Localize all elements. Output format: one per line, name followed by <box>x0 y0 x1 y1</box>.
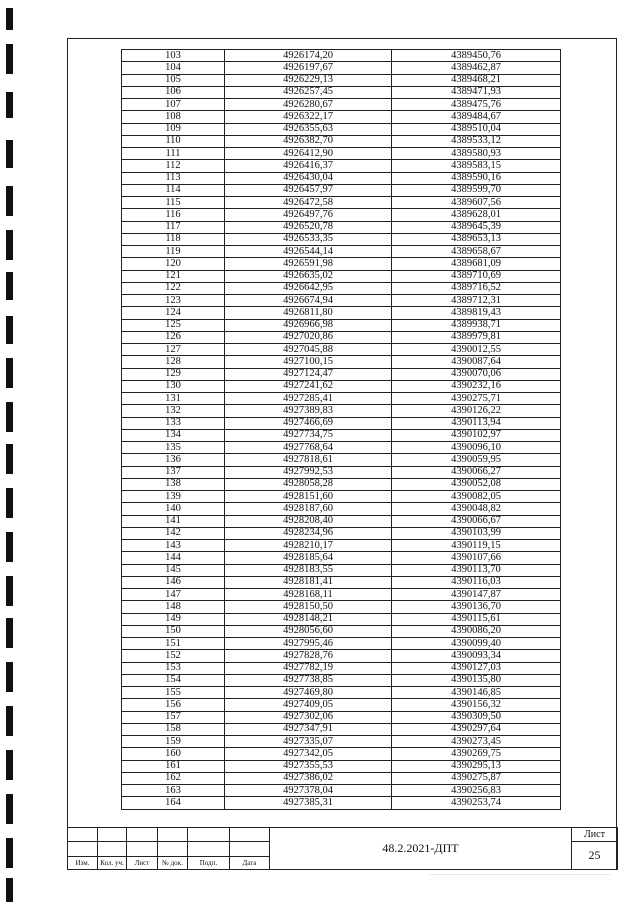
coordinate-y: 4389716,52 <box>392 282 561 294</box>
table-row <box>122 282 561 294</box>
point-number: 116 <box>122 209 225 221</box>
table-row <box>122 405 561 417</box>
binding-mark <box>6 838 13 868</box>
coordinate-x: 4927385,31 <box>225 797 392 809</box>
binding-mark <box>6 186 13 216</box>
coordinate-x: 4926412,90 <box>225 148 392 160</box>
coordinate-y: 4389583,15 <box>392 160 561 172</box>
coordinate-x: 4928181,41 <box>225 576 392 588</box>
coordinate-x: 4928056,60 <box>225 625 392 637</box>
point-number: 134 <box>122 429 225 441</box>
point-number: 152 <box>122 650 225 662</box>
point-number: 142 <box>122 527 225 539</box>
coordinate-y: 4390066,27 <box>392 466 561 478</box>
coordinate-y: 4390256,83 <box>392 785 561 797</box>
point-number: 157 <box>122 711 225 723</box>
point-number: 146 <box>122 576 225 588</box>
coordinate-x: 4928150,50 <box>225 601 392 613</box>
table-row <box>122 62 561 74</box>
coordinate-y: 4389533,12 <box>392 135 561 147</box>
table-row <box>122 723 561 735</box>
coordinate-y: 4390082,05 <box>392 491 561 503</box>
point-number: 137 <box>122 466 225 478</box>
point-number: 161 <box>122 760 225 772</box>
coordinate-y: 4390135,80 <box>392 674 561 686</box>
coordinate-x: 4926472,58 <box>225 197 392 209</box>
coordinate-x: 4926197,67 <box>225 62 392 74</box>
table-row <box>122 74 561 86</box>
coordinate-x: 4926382,70 <box>225 135 392 147</box>
coordinate-x: 4927241,62 <box>225 380 392 392</box>
coordinate-y: 4389590,16 <box>392 172 561 184</box>
coordinate-y: 4389712,31 <box>392 295 561 307</box>
coordinate-y: 4389645,39 <box>392 221 561 233</box>
coordinate-x: 4927992,53 <box>225 466 392 478</box>
point-number: 132 <box>122 405 225 417</box>
table-row <box>122 258 561 270</box>
coordinate-y: 4389468,21 <box>392 74 561 86</box>
coordinate-x: 4926520,78 <box>225 221 392 233</box>
coordinate-y: 4390102,97 <box>392 429 561 441</box>
table-row <box>122 736 561 748</box>
point-number: 149 <box>122 613 225 625</box>
coordinate-y: 4389628,01 <box>392 209 561 221</box>
binding-mark <box>6 532 13 562</box>
binding-mark <box>6 488 13 518</box>
coordinate-y: 4389653,13 <box>392 233 561 245</box>
point-number: 113 <box>122 172 225 184</box>
coordinate-y: 4389599,70 <box>392 184 561 196</box>
coordinate-y: 4390275,71 <box>392 393 561 405</box>
binding-mark <box>6 576 13 606</box>
coordinate-x: 4926966,98 <box>225 319 392 331</box>
point-number: 136 <box>122 454 225 466</box>
table-row <box>122 50 561 62</box>
binding-mark <box>6 794 13 824</box>
coordinate-y: 4389510,04 <box>392 123 561 135</box>
binding-mark <box>6 750 13 780</box>
coordinate-x: 4926257,45 <box>225 86 392 98</box>
table-row <box>122 466 561 478</box>
point-number: 127 <box>122 344 225 356</box>
point-number: 133 <box>122 417 225 429</box>
coordinate-x: 4927995,46 <box>225 638 392 650</box>
point-number: 129 <box>122 368 225 380</box>
table-row <box>122 86 561 98</box>
coordinate-y: 4390103,99 <box>392 527 561 539</box>
coordinate-y: 4390087,64 <box>392 356 561 368</box>
point-number: 106 <box>122 86 225 98</box>
point-number: 126 <box>122 331 225 343</box>
coordinate-x: 4926280,67 <box>225 99 392 111</box>
table-row <box>122 613 561 625</box>
coordinate-y: 4389484,67 <box>392 111 561 123</box>
coordinate-x: 4927734,75 <box>225 429 392 441</box>
document-code: 48.2.2021-ДПТ <box>270 828 572 870</box>
coordinate-x: 4926457,97 <box>225 184 392 196</box>
coordinate-x: 4927469,80 <box>225 687 392 699</box>
table-row <box>122 233 561 245</box>
coordinate-y: 4389819,43 <box>392 307 561 319</box>
binding-mark <box>6 44 13 74</box>
table-row <box>122 295 561 307</box>
table-row <box>122 123 561 135</box>
coordinate-y: 4390107,66 <box>392 552 561 564</box>
coordinate-x: 4928208,40 <box>225 515 392 527</box>
coordinate-x: 4926811,80 <box>225 307 392 319</box>
binding-mark <box>6 706 13 736</box>
table-row <box>122 527 561 539</box>
point-number: 103 <box>122 50 225 62</box>
table-row <box>122 601 561 613</box>
table-row <box>122 417 561 429</box>
table-row <box>122 197 561 209</box>
sheet-label: Лист <box>572 828 618 842</box>
point-number: 160 <box>122 748 225 760</box>
point-number: 162 <box>122 772 225 784</box>
point-number: 163 <box>122 785 225 797</box>
table-row <box>122 503 561 515</box>
coordinate-y: 4390113,94 <box>392 417 561 429</box>
point-number: 139 <box>122 491 225 503</box>
table-row <box>122 99 561 111</box>
table-row <box>122 478 561 490</box>
table-row <box>122 331 561 343</box>
point-number: 143 <box>122 540 225 552</box>
coordinate-y: 4390086,20 <box>392 625 561 637</box>
coordinate-y: 4390269,75 <box>392 748 561 760</box>
table-row <box>122 270 561 282</box>
coordinate-y: 4390070,06 <box>392 368 561 380</box>
coordinate-x: 4927100,15 <box>225 356 392 368</box>
binding-mark <box>6 402 13 432</box>
coordinate-x: 4927347,91 <box>225 723 392 735</box>
table-row <box>122 699 561 711</box>
point-number: 145 <box>122 564 225 576</box>
table-row <box>122 368 561 380</box>
stamp-cell <box>188 828 230 842</box>
table-row <box>122 515 561 527</box>
table-row <box>122 711 561 723</box>
stamp-col-signature: Подп. <box>188 856 230 869</box>
table-row <box>122 344 561 356</box>
coordinate-x: 4927818,61 <box>225 454 392 466</box>
table-row <box>122 148 561 160</box>
coordinate-y: 4390093,34 <box>392 650 561 662</box>
table-row <box>122 772 561 784</box>
table-row <box>122 564 561 576</box>
coordinate-x: 4927409,05 <box>225 699 392 711</box>
coordinate-y: 4390295,13 <box>392 760 561 772</box>
binding-mark <box>6 8 13 30</box>
coordinates-table <box>121 49 561 810</box>
coordinate-y: 4390146,85 <box>392 687 561 699</box>
coordinate-x: 4926674,94 <box>225 295 392 307</box>
point-number: 119 <box>122 246 225 258</box>
coordinate-x: 4926430,04 <box>225 172 392 184</box>
coordinate-x: 4928210,17 <box>225 540 392 552</box>
coordinate-y: 4390232,16 <box>392 380 561 392</box>
table-row <box>122 319 561 331</box>
point-number: 120 <box>122 258 225 270</box>
table-row <box>122 674 561 686</box>
table-row <box>122 380 561 392</box>
coordinate-x: 4928185,64 <box>225 552 392 564</box>
stamp-cell <box>98 842 127 856</box>
coordinate-y: 4390275,87 <box>392 772 561 784</box>
coordinate-x: 4926355,63 <box>225 123 392 135</box>
coordinate-y: 4390253,74 <box>392 797 561 809</box>
binding-mark <box>6 316 13 344</box>
coordinate-y: 4390273,45 <box>392 736 561 748</box>
table-row <box>122 760 561 772</box>
point-number: 138 <box>122 478 225 490</box>
point-number: 115 <box>122 197 225 209</box>
coordinate-x: 4926416,37 <box>225 160 392 172</box>
coordinate-y: 4390156,32 <box>392 699 561 711</box>
coordinate-x: 4928187,60 <box>225 503 392 515</box>
point-number: 125 <box>122 319 225 331</box>
stamp-cell <box>68 828 98 842</box>
table-row <box>122 393 561 405</box>
coordinate-y: 4390127,03 <box>392 662 561 674</box>
point-number: 144 <box>122 552 225 564</box>
point-number: 135 <box>122 442 225 454</box>
table-row <box>122 135 561 147</box>
coordinate-x: 4926591,98 <box>225 258 392 270</box>
coordinate-x: 4927389,83 <box>225 405 392 417</box>
coordinate-x: 4927342,05 <box>225 748 392 760</box>
coordinate-x: 4927466,69 <box>225 417 392 429</box>
coordinate-y: 4390059,95 <box>392 454 561 466</box>
binding-mark <box>6 358 13 388</box>
point-number: 107 <box>122 99 225 111</box>
coordinate-x: 4927768,64 <box>225 442 392 454</box>
stamp-col-date: Дата <box>230 856 270 869</box>
table-row <box>122 246 561 258</box>
table-row <box>122 785 561 797</box>
binding-mark <box>6 230 13 260</box>
coordinate-x: 4928058,28 <box>225 478 392 490</box>
coordinate-y: 4390048,82 <box>392 503 561 515</box>
point-number: 104 <box>122 62 225 74</box>
coordinate-x: 4926174,20 <box>225 50 392 62</box>
point-number: 153 <box>122 662 225 674</box>
table-row <box>122 797 561 809</box>
stamp-col-kol-uch: Кол. уч. <box>98 856 127 869</box>
coordinate-y: 4389475,76 <box>392 99 561 111</box>
point-number: 114 <box>122 184 225 196</box>
coordinate-x: 4927124,47 <box>225 368 392 380</box>
table-row <box>122 491 561 503</box>
coordinate-y: 4389681,09 <box>392 258 561 270</box>
coordinate-y: 4390115,61 <box>392 613 561 625</box>
stamp-cell <box>127 828 158 842</box>
stamp-cell <box>158 828 188 842</box>
table-row <box>122 687 561 699</box>
coordinate-x: 4928183,55 <box>225 564 392 576</box>
point-number: 108 <box>122 111 225 123</box>
table-row <box>122 160 561 172</box>
point-number: 112 <box>122 160 225 172</box>
coordinate-y: 4389462,87 <box>392 62 561 74</box>
point-number: 111 <box>122 148 225 160</box>
coordinate-x: 4926533,35 <box>225 233 392 245</box>
coordinate-y: 4389471,93 <box>392 86 561 98</box>
coordinate-y: 4389938,71 <box>392 319 561 331</box>
stamp-cell <box>98 828 127 842</box>
coordinate-y: 4390119,15 <box>392 540 561 552</box>
coordinate-x: 4927782,19 <box>225 662 392 674</box>
coordinate-y: 4390309,50 <box>392 711 561 723</box>
coordinate-x: 4926229,13 <box>225 74 392 86</box>
binding-mark <box>6 140 13 168</box>
table-row <box>122 625 561 637</box>
point-number: 123 <box>122 295 225 307</box>
point-number: 128 <box>122 356 225 368</box>
point-number: 124 <box>122 307 225 319</box>
coordinate-x: 4926544,14 <box>225 246 392 258</box>
stamp-cell <box>68 842 98 856</box>
coordinate-y: 4390096,10 <box>392 442 561 454</box>
coordinate-y: 4389710,69 <box>392 270 561 282</box>
binding-mark <box>6 272 13 300</box>
point-number: 117 <box>122 221 225 233</box>
coordinate-y: 4390012,55 <box>392 344 561 356</box>
title-block <box>67 827 618 870</box>
point-number: 130 <box>122 380 225 392</box>
point-number: 140 <box>122 503 225 515</box>
binding-mark <box>6 878 13 902</box>
binding-mark <box>6 618 13 648</box>
point-number: 121 <box>122 270 225 282</box>
coordinate-y: 4389607,56 <box>392 197 561 209</box>
coordinate-x: 4927302,06 <box>225 711 392 723</box>
point-number: 109 <box>122 123 225 135</box>
coordinate-x: 4928168,11 <box>225 589 392 601</box>
point-number: 150 <box>122 625 225 637</box>
binding-mark <box>6 444 13 474</box>
coordinate-x: 4927285,41 <box>225 393 392 405</box>
stamp-col-izm: Изм. <box>68 856 98 869</box>
table-row <box>122 748 561 760</box>
coordinate-y: 4389979,81 <box>392 331 561 343</box>
coordinate-x: 4927045,88 <box>225 344 392 356</box>
coordinate-x: 4928234,96 <box>225 527 392 539</box>
table-row <box>122 576 561 588</box>
table-row <box>122 540 561 552</box>
coordinate-x: 4927020,86 <box>225 331 392 343</box>
coordinate-y: 4390052,08 <box>392 478 561 490</box>
point-number: 105 <box>122 74 225 86</box>
table-row <box>122 454 561 466</box>
table-row <box>122 429 561 441</box>
coordinate-y: 4390099,40 <box>392 638 561 650</box>
sheet-number: 25 <box>572 842 618 870</box>
point-number: 141 <box>122 515 225 527</box>
binding-mark <box>6 662 13 692</box>
table-row <box>122 552 561 564</box>
table-row <box>122 184 561 196</box>
stamp-cell <box>188 842 230 856</box>
table-row <box>122 172 561 184</box>
stamp-cell <box>158 842 188 856</box>
coordinate-y: 4390126,22 <box>392 405 561 417</box>
table-row <box>122 589 561 601</box>
table-row <box>122 209 561 221</box>
coordinate-y: 4390116,03 <box>392 576 561 588</box>
table-row <box>122 221 561 233</box>
coordinate-x: 4927335,07 <box>225 736 392 748</box>
stamp-col-list: Лист <box>127 856 158 869</box>
coordinate-x: 4926322,17 <box>225 111 392 123</box>
scan-artifact-line <box>430 874 610 875</box>
coordinate-x: 4927828,76 <box>225 650 392 662</box>
coordinate-y: 4389580,93 <box>392 148 561 160</box>
point-number: 148 <box>122 601 225 613</box>
coordinate-x: 4928151,60 <box>225 491 392 503</box>
coordinate-x: 4927738,85 <box>225 674 392 686</box>
coordinate-x: 4926635,02 <box>225 270 392 282</box>
point-number: 110 <box>122 135 225 147</box>
point-number: 158 <box>122 723 225 735</box>
coordinate-x: 4926642,95 <box>225 282 392 294</box>
coordinate-y: 4390066,67 <box>392 515 561 527</box>
coordinate-y: 4390297,64 <box>392 723 561 735</box>
coordinate-x: 4927378,04 <box>225 785 392 797</box>
point-number: 159 <box>122 736 225 748</box>
table-row <box>122 111 561 123</box>
stamp-cell <box>127 842 158 856</box>
binding-mark <box>6 92 13 118</box>
point-number: 164 <box>122 797 225 809</box>
point-number: 155 <box>122 687 225 699</box>
point-number: 154 <box>122 674 225 686</box>
coordinate-x: 4926497,76 <box>225 209 392 221</box>
stamp-col-doc-number: № док. <box>158 856 188 869</box>
coordinate-x: 4927386,02 <box>225 772 392 784</box>
point-number: 131 <box>122 393 225 405</box>
stamp-cell <box>230 842 270 856</box>
coordinate-x: 4928148,21 <box>225 613 392 625</box>
coordinate-y: 4389450,76 <box>392 50 561 62</box>
stamp-cell <box>230 828 270 842</box>
coordinate-y: 4390147,87 <box>392 589 561 601</box>
table-row <box>122 650 561 662</box>
table-row <box>122 638 561 650</box>
coordinate-y: 4390113,70 <box>392 564 561 576</box>
table-row <box>122 356 561 368</box>
point-number: 118 <box>122 233 225 245</box>
coordinate-y: 4390136,70 <box>392 601 561 613</box>
coordinate-y: 4389658,67 <box>392 246 561 258</box>
table-row <box>122 442 561 454</box>
point-number: 156 <box>122 699 225 711</box>
point-number: 122 <box>122 282 225 294</box>
table-row <box>122 307 561 319</box>
coordinate-x: 4927355,53 <box>225 760 392 772</box>
point-number: 147 <box>122 589 225 601</box>
point-number: 151 <box>122 638 225 650</box>
table-row <box>122 662 561 674</box>
